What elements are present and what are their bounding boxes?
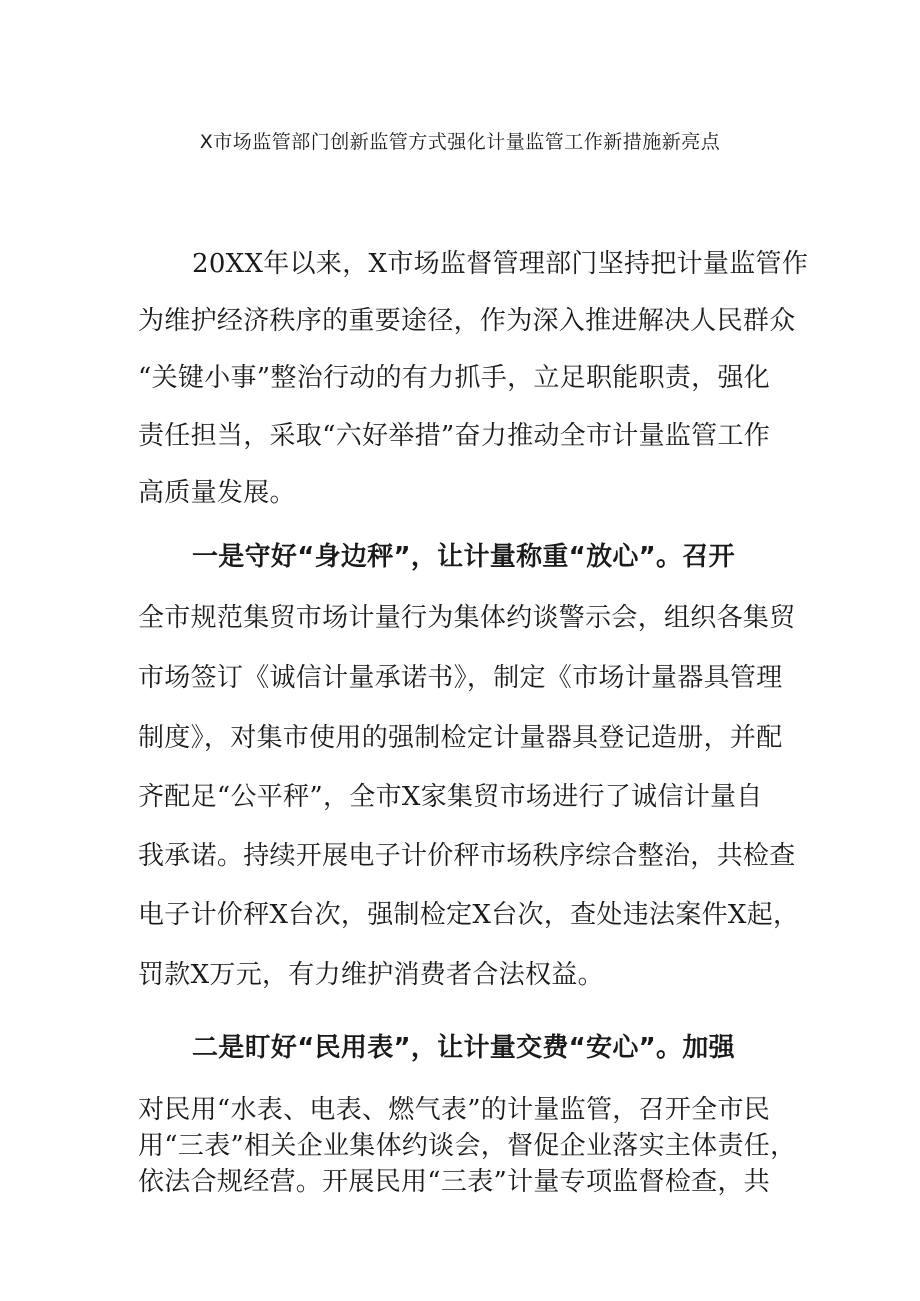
paragraph-line: 依法合规经营。开展民用“三表”计量专项监督检查，共 (138, 1167, 771, 1197)
paragraph-line: “关键小事”整治行动的有力抓手，立足职能职责，强化 (138, 363, 771, 393)
paragraph-line: 20XX年以来，X市场监督管理部门坚持把计量监管作 (192, 249, 809, 279)
paragraph-line: 用“三表”相关企业集体约谈会，督促企业落实主体责任， (138, 1131, 797, 1161)
paragraph-line: 罚款X万元，有力维护消费者合法权益。 (138, 960, 604, 990)
paragraph-line: 齐配足“公平秤”，全市X家集贸市场进行了诚信计量自 (138, 782, 763, 812)
document-title: X市场监管部门创新监管方式强化计量监管工作新措施新亮点 (199, 131, 721, 153)
paragraph-line: 高质量发展。 (138, 478, 296, 508)
paragraph-line: 为维护经济秩序的重要途径，作为深入推进解决人民群众 (138, 306, 796, 336)
paragraph-line: 制度》，对集市使用的强制检定计量器具登记造册，并配 (138, 723, 783, 753)
paragraph-heading-line: 二是盯好“民用表”，让计量交费“安心”。加强 (192, 1033, 735, 1063)
paragraph-heading-line: 一是守好“身边秤”，让计量称重“放心”。召开 (192, 542, 735, 572)
paragraph-line: 市场签订《诚信计量承诺书》，制定《市场计量器具管理 (138, 663, 783, 693)
paragraph-line: 责任担当，采取“六好举措”奋力推动全市计量监管工作 (138, 421, 771, 451)
paragraph-line: 全市规范集贸市场计量行为集体约谈警示会，组织各集贸 (138, 603, 796, 633)
paragraph-line: 对民用“水表、电表、燃气表”的计量监管，召开全市民 (138, 1095, 771, 1125)
paragraph-line: 我承诺。持续开展电子计价秤市场秩序综合整治，共检查 (138, 841, 796, 871)
paragraph-line: 电子计价秤X台次，强制检定X台次，查处违法案件X起， (138, 900, 800, 930)
